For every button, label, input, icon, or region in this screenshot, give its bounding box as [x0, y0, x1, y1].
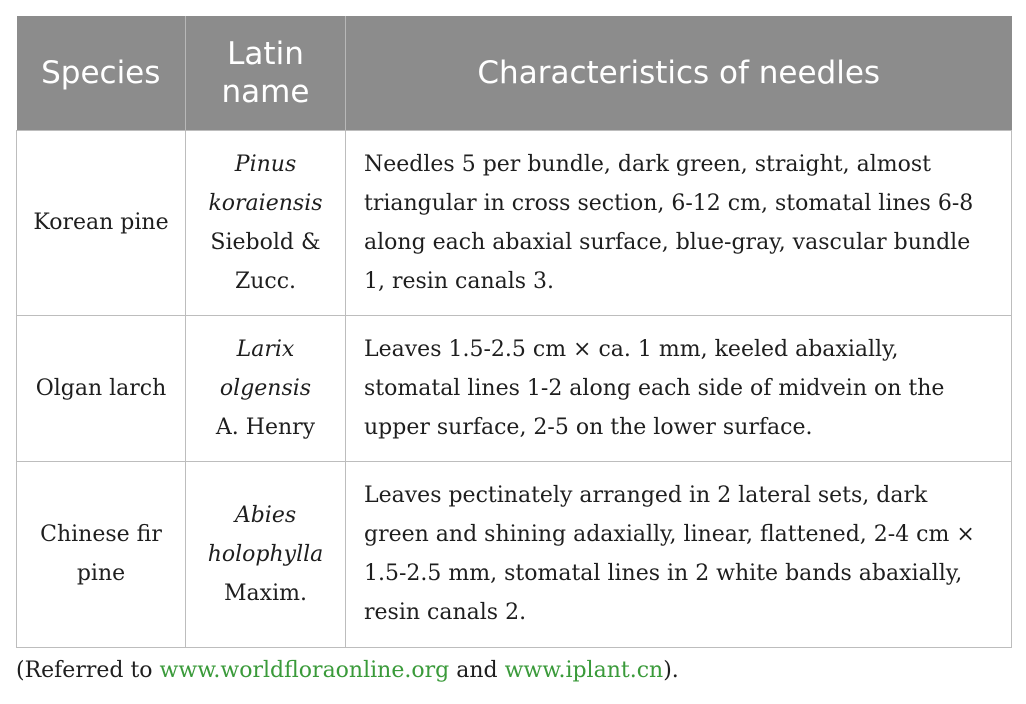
- footnote-prefix: (Referred to: [16, 658, 160, 683]
- description-cell: Leaves pectinately arranged in 2 lateral sets, dark green and shining adaxially, linear, flattened, 2-4 cm × 1.5-2.5 mm, stomatal lines in 2 white bands abaxially, resin canals 2.: [346, 461, 1012, 647]
- iplant-link[interactable]: www.iplant.cn: [504, 658, 664, 683]
- table-header-row: [17, 16, 1012, 130]
- species-cell: Olgan larch: [17, 315, 186, 461]
- table-row: [17, 315, 1012, 461]
- latin-authority: Siebold & Zucc.: [210, 229, 321, 294]
- latin-authority: Maxim.: [224, 580, 307, 606]
- species-cell: Korean pine: [17, 130, 186, 315]
- latin-name-cell: [186, 130, 346, 315]
- latin-authority: A. Henry: [215, 414, 316, 440]
- latin-name-cell: [186, 315, 346, 461]
- table-row: [17, 130, 1012, 315]
- header-latin-name: Latin name: [186, 16, 346, 130]
- header-species: Species: [17, 16, 186, 130]
- needle-characteristics-table: [16, 16, 1012, 648]
- worldflora-link[interactable]: www.worldfloraonline.org: [159, 658, 450, 683]
- species-cell: Chinese fir pine: [17, 461, 186, 647]
- footnote-suffix: ).: [663, 658, 679, 683]
- table-footnote: [16, 656, 679, 686]
- description-cell: Needles 5 per bundle, dark green, straight, almost triangular in cross section, 6-12 cm, stomatal lines 6-8 along each abaxial surface, blue-gray, vascular bundle 1, resin canals 3.: [346, 130, 1012, 315]
- latin-genus-species: Larix olgensis: [219, 336, 312, 401]
- description-cell: Leaves 1.5-2.5 cm × ca. 1 mm, keeled abaxially, stomatal lines 1-2 along each side of midvein on the upper surface, 2-5 on the lower surface.: [346, 315, 1012, 461]
- footnote-middle: and: [449, 658, 505, 683]
- header-characteristics: Characteristics of needles: [346, 16, 1012, 130]
- latin-genus-species: Pinus koraiensis: [208, 151, 323, 216]
- needle-characteristics-table-container: [16, 16, 1011, 648]
- latin-genus-species: Abies holophylla: [207, 502, 324, 567]
- table-row: [17, 461, 1012, 647]
- latin-name-cell: [186, 461, 346, 647]
